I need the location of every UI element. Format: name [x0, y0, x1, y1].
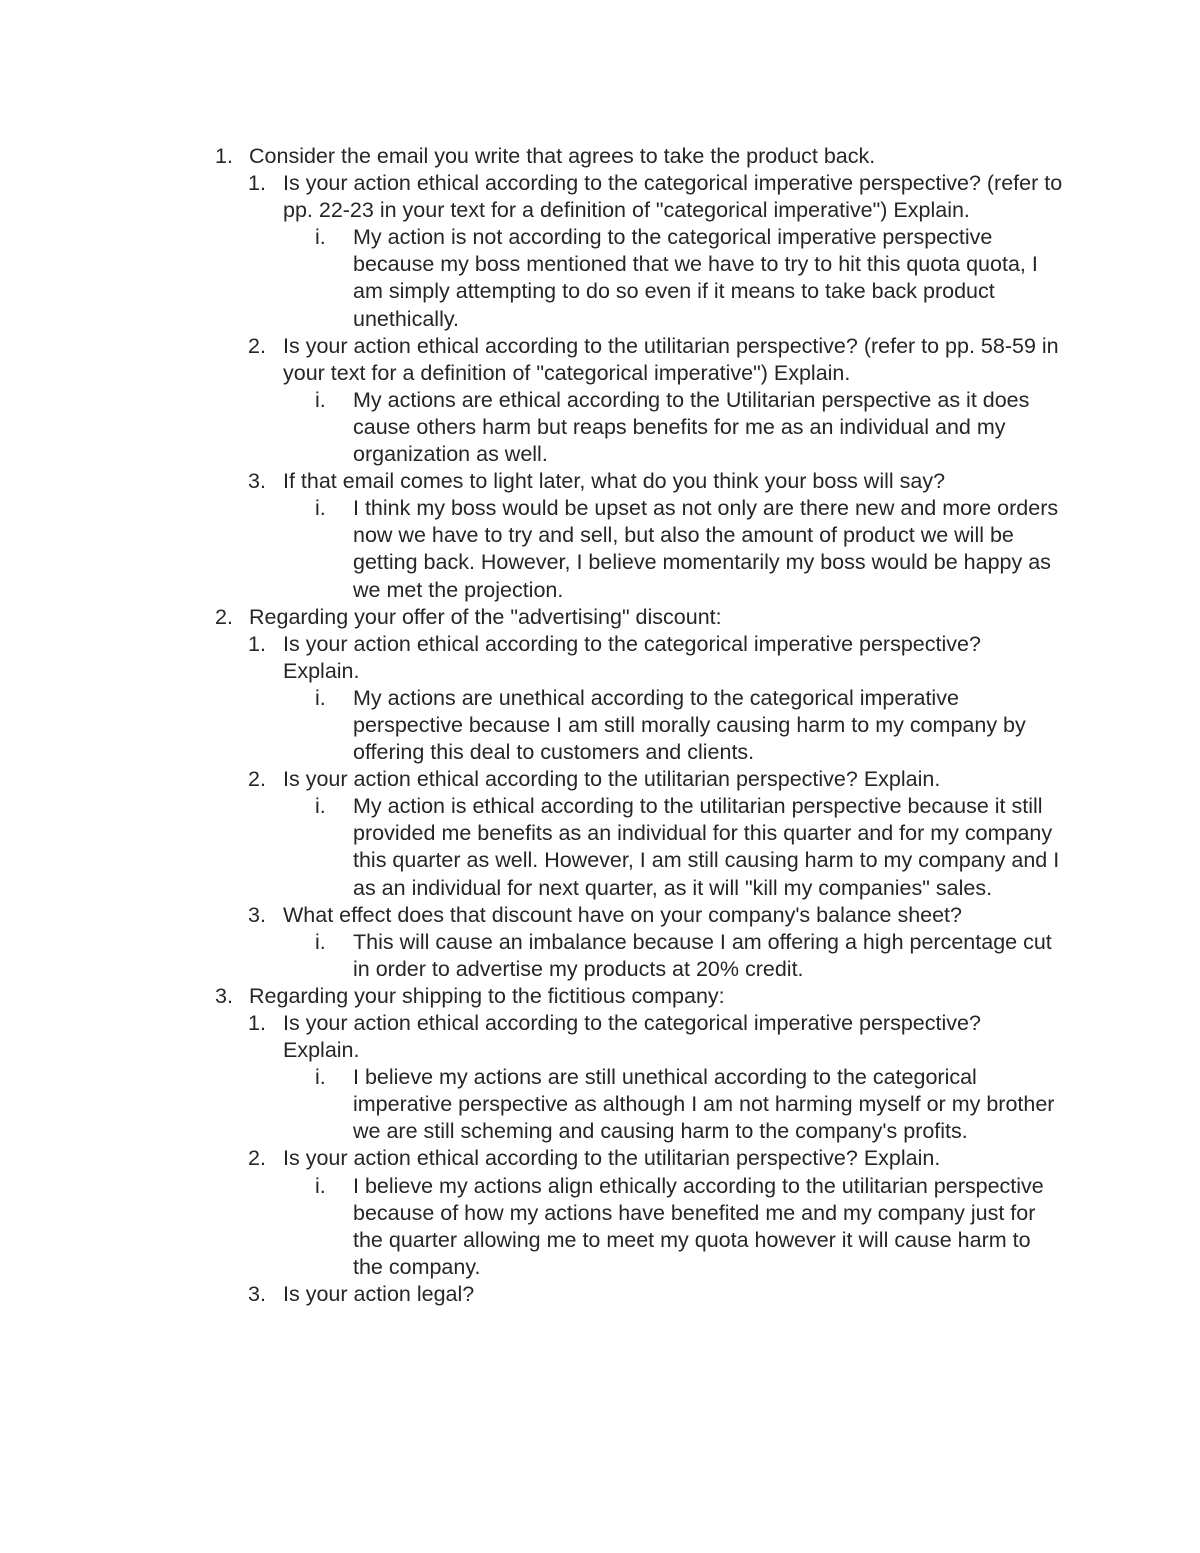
question-text: If that email comes to light later, what do you think your boss will say?	[283, 469, 946, 494]
question-number: 2.	[248, 333, 266, 358]
answer-item	[0, 685, 1200, 766]
question-item	[0, 902, 1200, 929]
question-text: Is your action ethical according to the utilitarian perspective? Explain.	[283, 1146, 941, 1171]
answer-text: This will cause an imbalance because I am offering a high percentage cut in order to advertise my products at 20% credit.	[353, 929, 1052, 981]
question-number: 3.	[248, 1281, 266, 1306]
question-number: 1.	[248, 171, 266, 196]
question-item	[0, 468, 1200, 495]
answer-marker: i.	[315, 685, 326, 710]
answer-text: My action is ethical according to the utilitarian perspective because it still provided me benefits as an individual for this quarter and for my company this quarter as well. However, I am still causing harm to my company and I as an individual for next quarter, as it will "kill my companies" sales.	[353, 794, 1060, 900]
question-text: Is your action ethical according to the utilitarian perspective? (refer to pp. 58-59 in your text for a definition of "categorical imperative") Explain.	[283, 333, 1059, 385]
question-text: Is your action ethical according to the utilitarian perspective? Explain.	[283, 767, 941, 792]
answer-marker: i.	[315, 929, 326, 954]
section-heading	[0, 143, 1200, 170]
question-item	[0, 333, 1200, 387]
question-text: Is your action legal?	[283, 1281, 475, 1306]
answer-marker: i.	[315, 225, 326, 250]
question-number: 2.	[248, 1146, 266, 1171]
answer-item	[0, 224, 1200, 332]
answer-marker: i.	[315, 387, 326, 412]
answer-item	[0, 1064, 1200, 1145]
question-number: 3.	[248, 902, 266, 927]
answer-text: I believe my actions are still unethical according to the categorical imperative perspective as although I am not harming myself or my brother we are still scheming and causing harm to the company's profits.	[353, 1065, 1055, 1144]
question-item	[0, 1010, 1200, 1064]
answer-item	[0, 1173, 1200, 1281]
answer-marker: i.	[315, 496, 326, 521]
question-item	[0, 170, 1200, 224]
question-number: 1.	[248, 1011, 266, 1035]
question-item	[0, 631, 1200, 685]
section-heading-text: Consider the email you write that agrees to take the product back.	[249, 144, 876, 168]
document-body	[0, 143, 1200, 1308]
question-item	[0, 1145, 1200, 1172]
answer-item	[0, 793, 1200, 901]
answer-item	[0, 929, 1200, 983]
answer-text: My actions are unethical according to the categorical imperative perspective because I am still morally causing harm to my company by offering this deal to customers and clients.	[353, 685, 1026, 765]
answer-text: My actions are ethical according to the Utilitarian perspective as it does cause others harm but reaps benefits for me as an individual and my organization as well.	[353, 387, 1030, 467]
question-text: Is your action ethical according to the categorical imperative perspective? (refer to pp. 22-23 in your text for a definition of "categorical imperative") Explain.	[283, 171, 1063, 223]
answer-text: I think my boss would be upset as not only are there new and more orders now we have to try and sell, but also the amount of product we will be getting back. However, I believe momentarily my boss would be happy as we met the projection.	[353, 496, 1059, 602]
section-number: 2.	[215, 604, 233, 629]
answer-item	[0, 495, 1200, 603]
answer-item	[0, 387, 1200, 468]
section-heading	[0, 983, 1200, 1010]
answer-text: I believe my actions align ethically according to the utilitarian perspective because of how my actions have benefited me and my company just for the quarter allowing me to meet my quota however it will cause harm to the company.	[353, 1173, 1044, 1279]
answer-marker: i.	[315, 794, 326, 819]
answer-text: My action is not according to the categorical imperative perspective because my boss mentioned that we have to try to hit this quota quota, I am simply attempting to do so even if it means to take back product unethically.	[353, 225, 1038, 331]
question-text: What effect does that discount have on your company's balance sheet?	[283, 902, 962, 927]
answer-marker: i.	[315, 1065, 326, 1090]
question-item	[0, 766, 1200, 793]
section-heading-text: Regarding your offer of the "advertising" discount:	[249, 604, 722, 629]
section-heading-text: Regarding your shipping to the fictitious company:	[249, 983, 725, 1008]
question-item	[0, 1281, 1200, 1308]
section-number: 1.	[215, 144, 233, 168]
answer-marker: i.	[315, 1173, 326, 1198]
question-number: 1.	[248, 631, 266, 656]
question-number: 3.	[248, 469, 266, 494]
question-text: Is your action ethical according to the categorical imperative perspective? Explain.	[283, 1011, 981, 1063]
question-text: Is your action ethical according to the categorical imperative perspective? Explain.	[283, 631, 981, 683]
question-number: 2.	[248, 767, 266, 792]
section-heading	[0, 604, 1200, 631]
section-number: 3.	[215, 983, 233, 1008]
